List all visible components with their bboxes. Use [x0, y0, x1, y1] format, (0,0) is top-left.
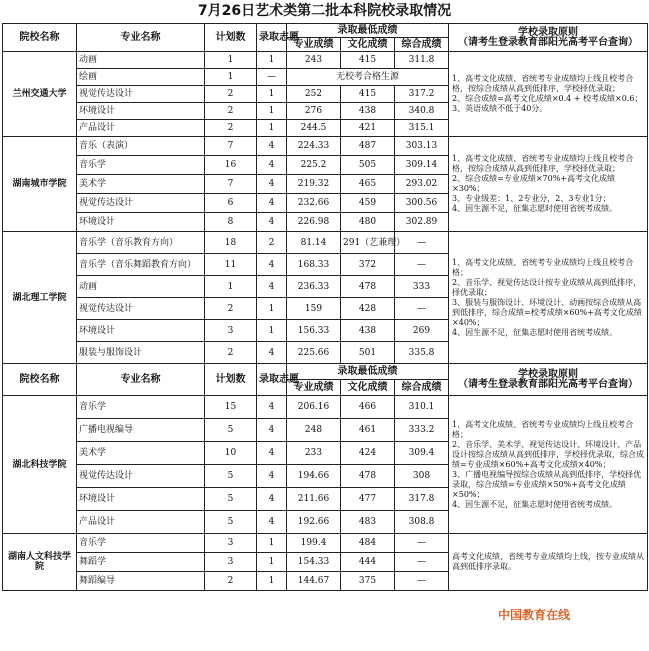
col-header-rules: [449, 24, 648, 52]
col-header-pref: 录取志愿: [257, 364, 287, 396]
plan-cell: 1: [205, 276, 257, 298]
culture-cell: 459: [341, 194, 395, 213]
col-header-minscore: 录取最低成绩: [287, 364, 449, 380]
rule-text: 3、广播电视编导按综合成绩从高到低排序，学校择优录取，综合成绩=专业成绩×50%+高考文化成绩×50%；: [452, 469, 642, 499]
table-row: [3, 534, 648, 553]
prof-cell: 192.66: [287, 511, 341, 534]
plan-cell: 5: [205, 465, 257, 488]
major-cell: 广播电视编导: [77, 419, 205, 442]
plan-cell: 2: [205, 103, 257, 120]
total-cell: 340.8: [395, 103, 449, 120]
culture-cell: 466: [341, 396, 395, 419]
culture-cell: 438: [341, 320, 395, 342]
total-cell: —: [395, 553, 449, 572]
rules-cell: [449, 137, 648, 232]
plan-cell: 2: [205, 298, 257, 320]
prof-cell: 199.4: [287, 534, 341, 553]
page-title: 7月26日艺术类第二批本科院校录取情况: [197, 3, 452, 19]
pref-cell: 4: [257, 156, 287, 175]
total-cell: 315.1: [395, 120, 449, 137]
total-cell: 293.02: [395, 175, 449, 194]
culture-cell: 477: [341, 488, 395, 511]
total-cell: —: [395, 232, 449, 254]
major-cell: 环境设计: [77, 213, 205, 232]
pref-cell: 1: [257, 86, 287, 103]
prof-cell: 211.66: [287, 488, 341, 511]
total-cell: —: [395, 254, 449, 276]
pref-cell: 4: [257, 511, 287, 534]
plan-cell: 18: [205, 232, 257, 254]
pref-cell: 4: [257, 488, 287, 511]
prof-cell: 159: [287, 298, 341, 320]
total-cell: 309.4: [395, 442, 449, 465]
prof-cell: 144.67: [287, 572, 341, 591]
rule-text: 1、高考文化成绩、省统考专业成绩均上线且校考合格；: [452, 257, 634, 277]
plan-cell: 3: [205, 320, 257, 342]
col-header-rules: [449, 364, 648, 396]
rule-text: 3、专业级差：1、2专业分，2、3专业1分；: [452, 194, 611, 203]
pref-cell: 1: [257, 320, 287, 342]
plan-cell: 7: [205, 137, 257, 156]
rule-text: 2、综合成绩=高考文化成绩×0.4 + 校考成绩×0.6；: [452, 94, 643, 103]
plan-cell: 6: [205, 194, 257, 213]
major-cell: 视觉传达设计: [77, 298, 205, 320]
rule-text: 4、因生源不足，征集志愿时使用省统考成绩。: [452, 327, 618, 337]
rule-text: 2、音乐学、视觉传达设计按专业成绩从高到低排序，择优录取；: [452, 277, 642, 297]
culture-cell: 375: [341, 572, 395, 591]
plan-cell: 10: [205, 442, 257, 465]
culture-cell: 483: [341, 511, 395, 534]
prof-cell: 81.14: [287, 232, 341, 254]
total-cell: 309.14: [395, 156, 449, 175]
rule-text: 3、英语成绩不低于40分。: [452, 104, 548, 113]
col-header-plan: 计划数: [205, 24, 257, 52]
pref-cell: 4: [257, 254, 287, 276]
col-header-school: 院校名称: [3, 24, 77, 52]
note-cell: 无校考合格生源: [287, 69, 449, 86]
total-cell: 333.2: [395, 419, 449, 442]
school-name: 湖北科技学院: [3, 396, 77, 534]
culture-cell: 438: [341, 103, 395, 120]
rule-text: 1、高考文化成绩、省统考专业成绩均上线且校考合格，按综合成绩从高到低排序，学校择优录取；: [452, 154, 634, 173]
col-header-prof: 专业成绩: [287, 380, 341, 396]
major-cell: 视觉传达设计: [77, 194, 205, 213]
rules-cell: [449, 52, 648, 137]
major-cell: 舞蹈编导: [77, 572, 205, 591]
col-header-pref: 录取志愿: [257, 24, 287, 52]
rule-text: 高考文化成绩、省统考专业成绩均上线，按专业成绩从高到低排序录取。: [452, 552, 645, 571]
major-cell: 产品设计: [77, 511, 205, 534]
total-cell: 308.8: [395, 511, 449, 534]
plan-cell: 3: [205, 553, 257, 572]
table-row: [3, 52, 648, 69]
major-cell: 绘画: [77, 69, 205, 86]
culture-cell: 465: [341, 175, 395, 194]
rules-cell: [449, 232, 648, 364]
major-cell: 音乐学（音乐教育方向）: [77, 232, 205, 254]
col-header-prof: 专业成绩: [287, 38, 341, 52]
plan-cell: 7: [205, 175, 257, 194]
major-cell: 动画: [77, 276, 205, 298]
total-cell: —: [395, 572, 449, 591]
major-cell: 环境设计: [77, 320, 205, 342]
pref-cell: —: [257, 69, 287, 86]
pref-cell: 4: [257, 194, 287, 213]
total-cell: —: [395, 534, 449, 553]
total-cell: 308: [395, 465, 449, 488]
total-cell: 303.13: [395, 137, 449, 156]
prof-cell: 243: [287, 52, 341, 69]
col-header-total: 综合成绩: [395, 38, 449, 52]
pref-cell: 4: [257, 137, 287, 156]
plan-cell: 8: [205, 213, 257, 232]
plan-cell: 1: [205, 69, 257, 86]
culture-cell: 501: [341, 342, 395, 364]
plan-cell: 2: [205, 86, 257, 103]
culture-cell: 487: [341, 137, 395, 156]
rule-text: 1、高考文化成绩、省统考专业成绩均上线且校考合格；: [452, 419, 634, 439]
pref-cell: 4: [257, 465, 287, 488]
plan-cell: 5: [205, 488, 257, 511]
culture-cell: 415: [341, 86, 395, 103]
culture-cell: 424: [341, 442, 395, 465]
prof-cell: 156.33: [287, 320, 341, 342]
rules-header-line2: （请考生登录教育部阳光高考平台查询）: [458, 378, 639, 390]
major-cell: 音乐（表演）: [77, 137, 205, 156]
pref-cell: 4: [257, 175, 287, 194]
rule-text: 3、服装与服饰设计、环境设计、动画按综合成绩从高到低排序，综合成绩=校考成绩×60%+高考文化成绩×40%；: [452, 297, 642, 327]
culture-cell: 461: [341, 419, 395, 442]
col-header-culture: 文化成绩: [341, 38, 395, 52]
pref-cell: 1: [257, 52, 287, 69]
rules-header-line1: 学校录取原则: [518, 368, 579, 380]
prof-cell: 225.2: [287, 156, 341, 175]
school-name: 湖南人文科技学院: [3, 534, 77, 591]
prof-cell: 206.16: [287, 396, 341, 419]
prof-cell: 225.66: [287, 342, 341, 364]
pref-cell: 1: [257, 553, 287, 572]
rule-text: 2、综合成绩=专业成绩×70%+高考文化成绩×30%；: [452, 174, 616, 193]
school-name: 兰州交通大学: [3, 52, 77, 137]
culture-cell: 372: [341, 254, 395, 276]
plan-cell: 16: [205, 156, 257, 175]
plan-cell: 2: [205, 120, 257, 137]
prof-cell: 168.33: [287, 254, 341, 276]
prof-cell: 248: [287, 419, 341, 442]
major-cell: 美术学: [77, 442, 205, 465]
rules-header-line1: 学校录取原则: [518, 26, 579, 38]
prof-cell: 232.66: [287, 194, 341, 213]
pref-cell: 1: [257, 572, 287, 591]
pref-cell: 4: [257, 442, 287, 465]
culture-cell: 291（艺兼理）: [341, 232, 395, 254]
total-cell: 317.2: [395, 86, 449, 103]
culture-cell: 444: [341, 553, 395, 572]
table-row: [3, 137, 648, 156]
total-cell: 311.8: [395, 52, 449, 69]
major-cell: 视觉传达设计: [77, 465, 205, 488]
major-cell: 音乐学（音乐舞蹈教育方向）: [77, 254, 205, 276]
pref-cell: 4: [257, 276, 287, 298]
admission-table: [2, 23, 648, 591]
col-header-plan: 计划数: [205, 364, 257, 396]
plan-cell: 5: [205, 511, 257, 534]
pref-cell: 1: [257, 103, 287, 120]
rules-cell: [449, 396, 648, 534]
plan-cell: 1: [205, 52, 257, 69]
plan-cell: 2: [205, 572, 257, 591]
major-cell: 环境设计: [77, 488, 205, 511]
total-cell: 333: [395, 276, 449, 298]
prof-cell: 194.66: [287, 465, 341, 488]
major-cell: 环境设计: [77, 103, 205, 120]
prof-cell: 154.33: [287, 553, 341, 572]
prof-cell: 219.32: [287, 175, 341, 194]
major-cell: 服装与服饰设计: [77, 342, 205, 364]
major-cell: 产品设计: [77, 120, 205, 137]
pref-cell: 2: [257, 232, 287, 254]
prof-cell: 226.98: [287, 213, 341, 232]
major-cell: 动画: [77, 52, 205, 69]
prof-cell: 236.33: [287, 276, 341, 298]
major-cell: 音乐学: [77, 156, 205, 175]
pref-cell: 4: [257, 396, 287, 419]
culture-cell: 421: [341, 120, 395, 137]
total-cell: 302.89: [395, 213, 449, 232]
culture-cell: 478: [341, 465, 395, 488]
school-name: 湖北理工学院: [3, 232, 77, 364]
total-cell: 317.8: [395, 488, 449, 511]
col-header-total: 综合成绩: [395, 380, 449, 396]
col-header-major: 专业名称: [77, 24, 205, 52]
pref-cell: 4: [257, 342, 287, 364]
plan-cell: 2: [205, 342, 257, 364]
major-cell: 舞蹈学: [77, 553, 205, 572]
col-header-school: 院校名称: [3, 364, 77, 396]
prof-cell: 244.5: [287, 120, 341, 137]
total-cell: 300.56: [395, 194, 449, 213]
col-header-minscore: 录取最低成绩: [287, 24, 449, 38]
plan-cell: 15: [205, 396, 257, 419]
pref-cell: 1: [257, 120, 287, 137]
culture-cell: 480: [341, 213, 395, 232]
culture-cell: 484: [341, 534, 395, 553]
pref-cell: 1: [257, 298, 287, 320]
total-cell: 335.8: [395, 342, 449, 364]
pref-cell: 1: [257, 534, 287, 553]
plan-cell: 3: [205, 534, 257, 553]
plan-cell: 5: [205, 419, 257, 442]
rule-text: 4、因生源不足，征集志愿时使用省统考成绩。: [452, 204, 618, 213]
pref-cell: 4: [257, 419, 287, 442]
culture-cell: 428: [341, 298, 395, 320]
prof-cell: 224.33: [287, 137, 341, 156]
plan-cell: 11: [205, 254, 257, 276]
major-cell: 音乐学: [77, 396, 205, 419]
culture-cell: 478: [341, 276, 395, 298]
culture-cell: 505: [341, 156, 395, 175]
watermark-logo: 中国教育在线: [498, 608, 571, 622]
table-row: [3, 396, 648, 419]
total-cell: 310.1: [395, 396, 449, 419]
rule-text: 4、因生源不足，征集志愿时使用省统考成绩。: [452, 499, 618, 509]
major-cell: 美术学: [77, 175, 205, 194]
major-cell: 音乐学: [77, 534, 205, 553]
school-name: 湖南城市学院: [3, 137, 77, 232]
table-row: [3, 232, 648, 254]
pref-cell: 4: [257, 213, 287, 232]
col-header-major: 专业名称: [77, 364, 205, 396]
rule-text: 1、高考文化成绩、省统考专业成绩均上线且校考合格，按综合成绩从高到低排序，学校择优录取；: [452, 74, 634, 93]
prof-cell: 233: [287, 442, 341, 465]
total-cell: 269: [395, 320, 449, 342]
rules-header-line2: （请考生登录教育部阳光高考平台查询）: [458, 36, 639, 48]
prof-cell: 252: [287, 86, 341, 103]
culture-cell: 415: [341, 52, 395, 69]
major-cell: 视觉传达设计: [77, 86, 205, 103]
rules-cell: [449, 534, 648, 591]
rule-text: 2、音乐学、美术学、视觉传达设计、环境设计、产品设计按综合成绩从高到低排序，学校择优录取，综合成绩=专业成绩×60%+高考文化成绩×40%；: [452, 439, 645, 469]
col-header-culture: 文化成绩: [341, 380, 395, 396]
total-cell: —: [395, 298, 449, 320]
prof-cell: 276: [287, 103, 341, 120]
